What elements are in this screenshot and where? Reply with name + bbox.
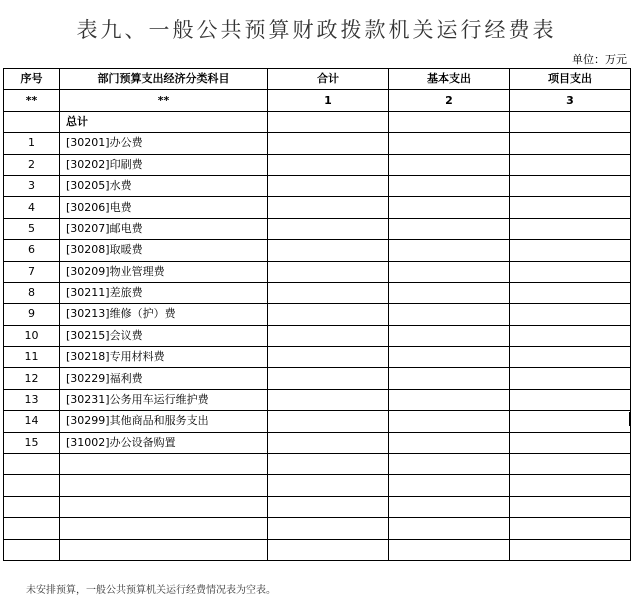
row-number: 11 — [4, 347, 60, 368]
row-item: [30213]维修（护）费 — [60, 304, 268, 325]
header-total: 合计 — [268, 69, 389, 90]
empty-row — [4, 518, 631, 539]
row-basic — [389, 240, 510, 261]
table-row — [4, 261, 631, 282]
table-row — [4, 175, 631, 196]
subheader-cell: ** — [60, 90, 268, 111]
row-item: [30209]物业管理费 — [60, 261, 268, 282]
row-total — [268, 240, 389, 261]
row-number: 8 — [4, 282, 60, 303]
row-project — [510, 325, 631, 346]
row-basic — [389, 389, 510, 410]
unit-label: 单位：万元 — [572, 53, 627, 66]
row-project — [510, 347, 631, 368]
row-item: [30202]印刷费 — [60, 154, 268, 175]
expense-table-body — [4, 69, 631, 561]
row-project — [510, 154, 631, 175]
subheader-row — [4, 90, 631, 111]
page-title: 表九、一般公共预算财政拨款机关运行经费表 — [76, 18, 557, 42]
row-number: 6 — [4, 240, 60, 261]
row-number: 10 — [4, 325, 60, 346]
table-row — [4, 411, 631, 432]
row-item: [30207]邮电费 — [60, 218, 268, 239]
row-number: 7 — [4, 261, 60, 282]
row-basic — [389, 347, 510, 368]
row-basic — [389, 154, 510, 175]
row-project — [510, 133, 631, 154]
row-project — [510, 304, 631, 325]
subheader-cell: ** — [4, 90, 60, 111]
row-total — [268, 261, 389, 282]
row-total — [268, 347, 389, 368]
row-total — [268, 175, 389, 196]
row-basic — [389, 218, 510, 239]
row-item: [30215]会议费 — [60, 325, 268, 346]
subheader-cell: 3 — [510, 90, 631, 111]
total-row — [4, 111, 631, 132]
table-row — [4, 432, 631, 453]
header-no: 序号 — [4, 69, 60, 90]
row-number: 1 — [4, 133, 60, 154]
row-number: 13 — [4, 389, 60, 410]
table-row — [4, 282, 631, 303]
table-row — [4, 133, 631, 154]
table-row — [4, 347, 631, 368]
row-item: [30205]水费 — [60, 175, 268, 196]
row-number: 9 — [4, 304, 60, 325]
table-row — [4, 368, 631, 389]
table-row — [4, 154, 631, 175]
row-total — [268, 282, 389, 303]
row-total — [268, 411, 389, 432]
row-project — [510, 282, 631, 303]
row-basic — [389, 133, 510, 154]
row-total — [268, 154, 389, 175]
row-item: [31002]办公设备购置 — [60, 432, 268, 453]
row-item: [30208]取暖费 — [60, 240, 268, 261]
row-basic — [389, 325, 510, 346]
row-basic — [389, 261, 510, 282]
row-project — [510, 240, 631, 261]
row-total — [268, 325, 389, 346]
row-total — [268, 368, 389, 389]
row-project — [510, 218, 631, 239]
table-row — [4, 197, 631, 218]
row-basic — [389, 368, 510, 389]
expense-table — [3, 68, 631, 561]
row-number: 4 — [4, 197, 60, 218]
row-number: 5 — [4, 218, 60, 239]
total-label: 总计 — [60, 111, 268, 132]
subheader-cell: 1 — [268, 90, 389, 111]
row-total — [268, 432, 389, 453]
header-item: 部门预算支出经济分类科目 — [60, 69, 268, 90]
row-item: [30218]专用材料费 — [60, 347, 268, 368]
empty-row — [4, 496, 631, 517]
row-basic — [389, 175, 510, 196]
row-number: 14 — [4, 411, 60, 432]
edge-marker — [629, 412, 631, 426]
header-row — [4, 69, 631, 90]
table-row — [4, 325, 631, 346]
row-project — [510, 411, 631, 432]
row-item: [30299]其他商品和服务支出 — [60, 411, 268, 432]
row-project — [510, 368, 631, 389]
empty-row — [4, 454, 631, 475]
empty-row — [4, 475, 631, 496]
row-project — [510, 197, 631, 218]
row-item: [30201]办公费 — [60, 133, 268, 154]
table-row — [4, 304, 631, 325]
row-number: 3 — [4, 175, 60, 196]
row-basic — [389, 197, 510, 218]
row-total — [268, 197, 389, 218]
empty-row — [4, 539, 631, 560]
header-project: 项目支出 — [510, 69, 631, 90]
header-basic: 基本支出 — [389, 69, 510, 90]
row-project — [510, 261, 631, 282]
row-item: [30229]福利费 — [60, 368, 268, 389]
row-project — [510, 175, 631, 196]
row-item: [30206]电费 — [60, 197, 268, 218]
row-item: [30231]公务用车运行维护费 — [60, 389, 268, 410]
row-item: [30211]差旅费 — [60, 282, 268, 303]
row-project — [510, 432, 631, 453]
footnote: 未安排预算，一般公共预算机关运行经费情况表为空表。 — [26, 585, 276, 596]
row-basic — [389, 432, 510, 453]
row-total — [268, 389, 389, 410]
row-total — [268, 304, 389, 325]
table-row — [4, 389, 631, 410]
row-number: 12 — [4, 368, 60, 389]
row-basic — [389, 282, 510, 303]
row-total — [268, 218, 389, 239]
table-row — [4, 240, 631, 261]
row-basic — [389, 304, 510, 325]
row-project — [510, 389, 631, 410]
table-row — [4, 218, 631, 239]
row-basic — [389, 411, 510, 432]
row-number: 15 — [4, 432, 60, 453]
row-number: 2 — [4, 154, 60, 175]
subheader-cell: 2 — [389, 90, 510, 111]
row-total — [268, 133, 389, 154]
